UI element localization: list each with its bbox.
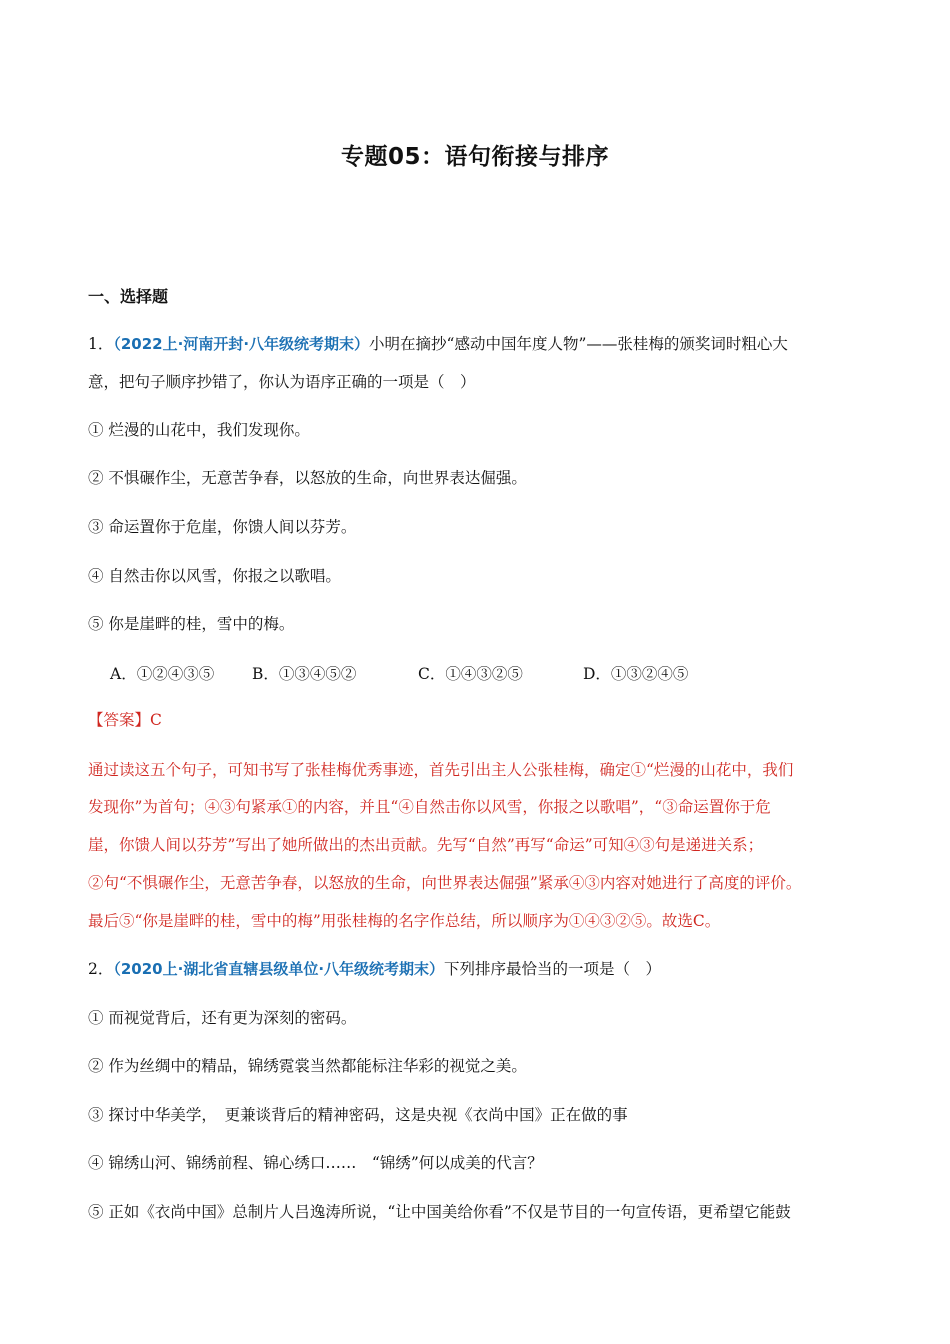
q2-item-5: ⑤ 正如《衣尚中国》总制片人吕逸涛所说，“让中国美给你看”不仅是节目的一句宣传语，更希望它能鼓	[88, 1203, 791, 1221]
q1-number: 1．	[88, 335, 114, 353]
q2-number: 2．	[88, 960, 114, 978]
q1-item-3: ③ 命运置你于危崖，你馈人间以芬芳。	[88, 518, 357, 536]
q2-item-1: ① 而视觉背后，还有更为深刻的密码。	[88, 1009, 357, 1027]
q1-item-2: ② 不惧碾作尘，无意苦争春，以怒放的生命，向世界表达倔强。	[88, 469, 527, 487]
page-title: 专题05：语句衔接与排序	[340, 144, 609, 170]
section-heading: 一、选择题	[88, 287, 169, 306]
q2-stem-line	[88, 959, 661, 979]
q1-explanation-line-3: 崖，你馈人间以芬芳”写出了她所做出的杰出贡献。先写“自然”再写“命运”可知④③句是递进关系；	[88, 836, 764, 854]
q2-item-3: ③ 探讨中华美学， 更兼谈背后的精神密码，这是央视《衣尚中国》正在做的事	[88, 1106, 628, 1124]
q1-stem-line-2: 意，把句子顺序抄错了，你认为语序正确的一项是（ ）	[88, 373, 476, 391]
q1-answer: 【答案】C	[88, 711, 162, 729]
q1-explanation-line-4: ②句“不惧碾作尘，无意苦争春，以怒放的生命，向世界表达倔强”紧承④③内容对她进行了高度的评价。	[88, 874, 802, 892]
q1-option-d[interactable]: D．①③②④⑤	[583, 665, 689, 683]
q1-option-b[interactable]: B．①③④⑤②	[252, 665, 357, 683]
q2-source: （2020上·湖北省直辖县级单位·八年级统考期末）	[113, 960, 445, 978]
q1-stem-text-1: 小明在摘抄“感动中国年度人物”——张桂梅的颁奖词时粗心大	[369, 335, 788, 353]
q1-item-4: ④ 自然击你以风雪，你报之以歌唱。	[88, 567, 341, 585]
q1-source: （2022上·河南开封·八年级统考期末）	[113, 335, 370, 353]
q1-stem-line-1	[88, 334, 788, 354]
q2-stem-text: 下列排序最恰当的一项是（ ）	[444, 960, 662, 978]
q2-item-2: ② 作为丝绸中的精品，锦绣霓裳当然都能标注华彩的视觉之美。	[88, 1057, 527, 1075]
q1-explanation-line-1: 通过读这五个句子，可知书写了张桂梅优秀事迹，首先引出主人公张桂梅，确定①“烂漫的山花中，我们	[88, 761, 794, 779]
q1-item-5: ⑤ 你是崖畔的桂，雪中的梅。	[88, 615, 295, 633]
q1-option-c[interactable]: C．①④③②⑤	[418, 665, 523, 683]
q1-explanation-line-5: 最后⑤“你是崖畔的桂，雪中的梅”用张桂梅的名字作总结，所以顺序为①④③②⑤。故选C。	[88, 912, 721, 930]
q2-item-4: ④ 锦绣山河、锦绣前程、锦心绣口…… “锦绣”何以成美的代言？	[88, 1154, 543, 1172]
q1-option-a[interactable]: A．①②④③⑤	[110, 665, 215, 683]
q1-explanation-line-2: 发现你”为首句；④③句紧承①的内容，并且“④自然击你以风雪，你报之以歌唱”，“③命运置你于危	[88, 798, 771, 816]
q1-item-1: ① 烂漫的山花中，我们发现你。	[88, 421, 310, 439]
